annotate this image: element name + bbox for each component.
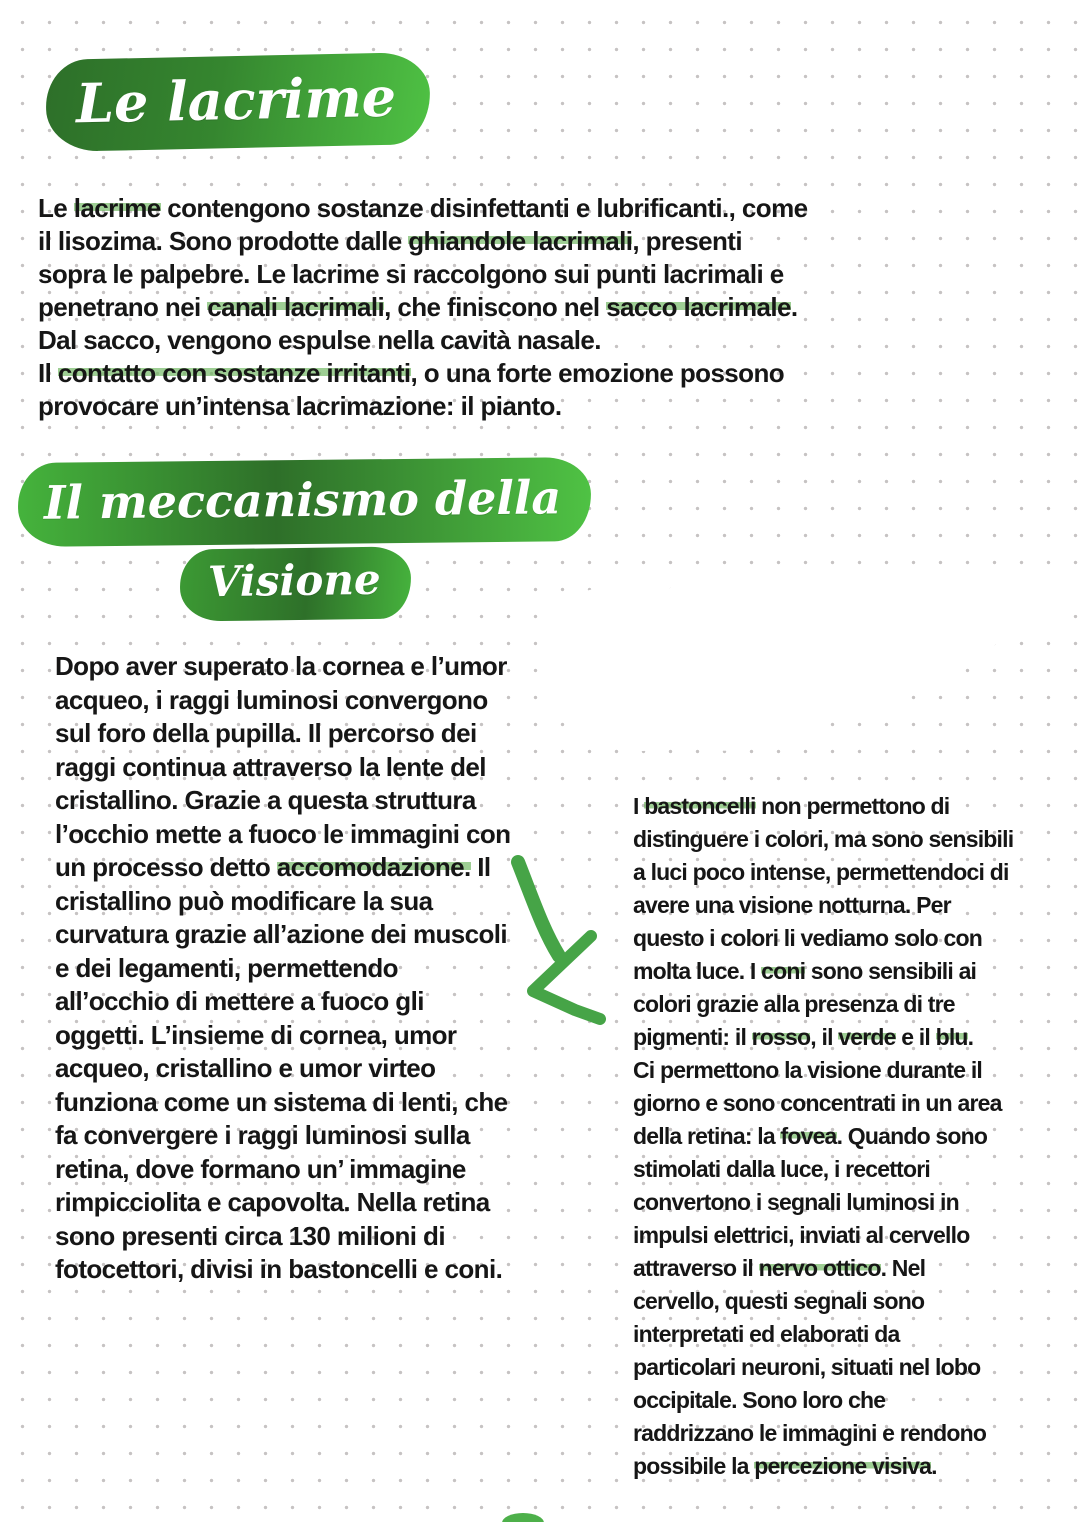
text-run: della retina: la — [633, 1123, 781, 1149]
text-run: questo i colori li vediamo solo con — [633, 925, 983, 951]
text-run: curvatura grazie all’azione dei muscoli — [55, 919, 507, 949]
highlighted-term: verde — [838, 1024, 896, 1050]
text-run: I — [633, 793, 645, 819]
text-run: provocare un’intensa lacrimazione: il pianto. — [38, 391, 562, 421]
text-run: occipitale. Sono loro che — [633, 1387, 886, 1413]
text-run: Ci permettono la visione durante il — [633, 1057, 983, 1083]
text-run: particolari neuroni, situati nel lobo — [633, 1354, 981, 1380]
text-run: . — [967, 1024, 974, 1050]
highlighted-term: percezione visiva — [754, 1453, 932, 1479]
text-run: , il — [810, 1024, 839, 1050]
text-run: Dopo aver superato la cornea e l’umor — [55, 651, 507, 681]
section-title-visione-text: Visione — [207, 554, 381, 607]
text-run: giorno e sono concentrati in un area — [633, 1090, 1002, 1116]
text-run: avere una visione notturna. Per — [633, 892, 951, 918]
text-run: possibile la — [633, 1453, 755, 1479]
highlighted-term: accomodazione. — [276, 852, 471, 882]
vision-left-column — [55, 650, 510, 1287]
text-run: molta luce. I — [633, 958, 762, 984]
highlighted-term: lacrime — [73, 193, 161, 223]
highlighted-term: contatto con sostanze irritanti — [57, 358, 411, 388]
erased-area — [524, 566, 1080, 796]
text-run: , che finiscono nel — [384, 292, 607, 322]
curved-arrow-icon — [505, 852, 625, 1027]
section-title-meccanismo — [18, 457, 592, 547]
text-run: contengono sostanze disinfettanti e lubrificanti., come — [160, 193, 808, 223]
text-run: rimpicciolita e capovolta. Nella retina — [55, 1187, 490, 1217]
highlighted-term: bastoncelli — [644, 793, 756, 819]
section-title-meccanismo-text: Il meccanismo della — [43, 470, 562, 530]
text-run: penetrano nei — [38, 292, 208, 322]
text-run: Dal sacco, vengono espulse nella cavità nasale. — [38, 325, 601, 355]
text-run: fotocettori, divisi in bastoncelli e coni. — [55, 1254, 503, 1284]
text-run: sono presenti circa 130 milioni di — [55, 1220, 445, 1251]
text-run: , presenti — [632, 226, 742, 256]
highlighted-term: canali lacrimali — [207, 292, 385, 322]
text-run: colori grazie alla presenza di tre — [633, 991, 955, 1017]
section-title-visione — [180, 546, 412, 621]
highlighted-term: nervo ottico — [758, 1255, 881, 1281]
text-run: cristallino può modificare la sua — [55, 885, 433, 916]
text-run: il lisozima. Sono prodotte dalle — [38, 226, 409, 256]
text-run: non permettono di — [755, 793, 950, 819]
highlighted-term: sacco lacrimale — [606, 292, 791, 322]
highlighted-term: ghiandole lacrimali — [408, 226, 633, 256]
text-run: cristallino. Grazie a questa struttura — [55, 785, 476, 815]
highlighted-term: fovea — [780, 1123, 837, 1149]
text-run: un processo detto — [55, 852, 277, 882]
text-run: impulsi elettrici, inviati al cervello — [633, 1222, 970, 1248]
text-run: . Nel — [880, 1255, 926, 1281]
text-run: . Quando sono — [836, 1123, 988, 1149]
text-run: . — [931, 1453, 937, 1479]
section-title-lacrime-text: Le lacrime — [75, 64, 397, 136]
text-run: raddrizzano le immagini e rendono — [633, 1420, 987, 1446]
text-run: fa convergere i raggi luminosi sulla — [55, 1120, 470, 1150]
text-run: l’occhio mette a fuoco le immagini con — [55, 818, 511, 849]
vision-right-column — [633, 790, 1013, 1483]
text-run: sono sensibili ai — [805, 958, 977, 984]
text-run: interpretati ed elaborati da — [633, 1321, 900, 1347]
text-run: retina, dove formano un’ immagine — [55, 1153, 466, 1184]
highlighted-term: blu — [935, 1024, 968, 1050]
text-run: convertono i segnali luminosi in — [633, 1189, 959, 1215]
cut-off-next-title-mark — [502, 1513, 544, 1522]
text-run: sopra le palpebre. Le lacrime si raccolgono sui punti lacrimali e — [38, 259, 784, 289]
text-run: . — [790, 292, 798, 322]
text-run: e dei legamenti, permettendo — [55, 952, 398, 983]
text-run: raggi continua attraverso la lente del — [55, 751, 486, 782]
section-title-lacrime — [45, 52, 431, 152]
text-run: Le — [38, 193, 74, 223]
text-run: acqueo, cristallino e umor virteo — [55, 1053, 436, 1083]
text-run: , o una forte emozione possono — [410, 358, 785, 388]
text-run: oggetti. L’insieme di cornea, umor — [55, 1019, 457, 1050]
highlighted-term: coni — [761, 958, 806, 984]
text-run: funziona come un sistema di lenti, che — [55, 1086, 508, 1117]
text-run: stimolati dalla luce, i recettori — [633, 1156, 930, 1182]
text-run: Il — [38, 358, 58, 388]
highlighted-term: rosso — [751, 1024, 811, 1050]
text-run: distinguere i colori, ma sono sensibili — [633, 826, 1014, 852]
text-run: Il — [470, 852, 491, 882]
text-run: e il — [895, 1024, 936, 1050]
text-run: pigmenti: il — [633, 1024, 752, 1050]
text-run: attraverso il — [633, 1255, 759, 1281]
text-run: all’occhio di mettere a fuoco gli — [55, 986, 424, 1016]
text-run: acqueo, i raggi luminosi convergono — [55, 684, 488, 715]
text-run: a luci poco intense, permettendoci di — [633, 859, 1009, 885]
text-run: cervello, questi segnali sono — [633, 1288, 925, 1314]
text-run: sul foro della pupilla. Il percorso dei — [55, 718, 477, 748]
lacrime-paragraph — [38, 192, 807, 423]
